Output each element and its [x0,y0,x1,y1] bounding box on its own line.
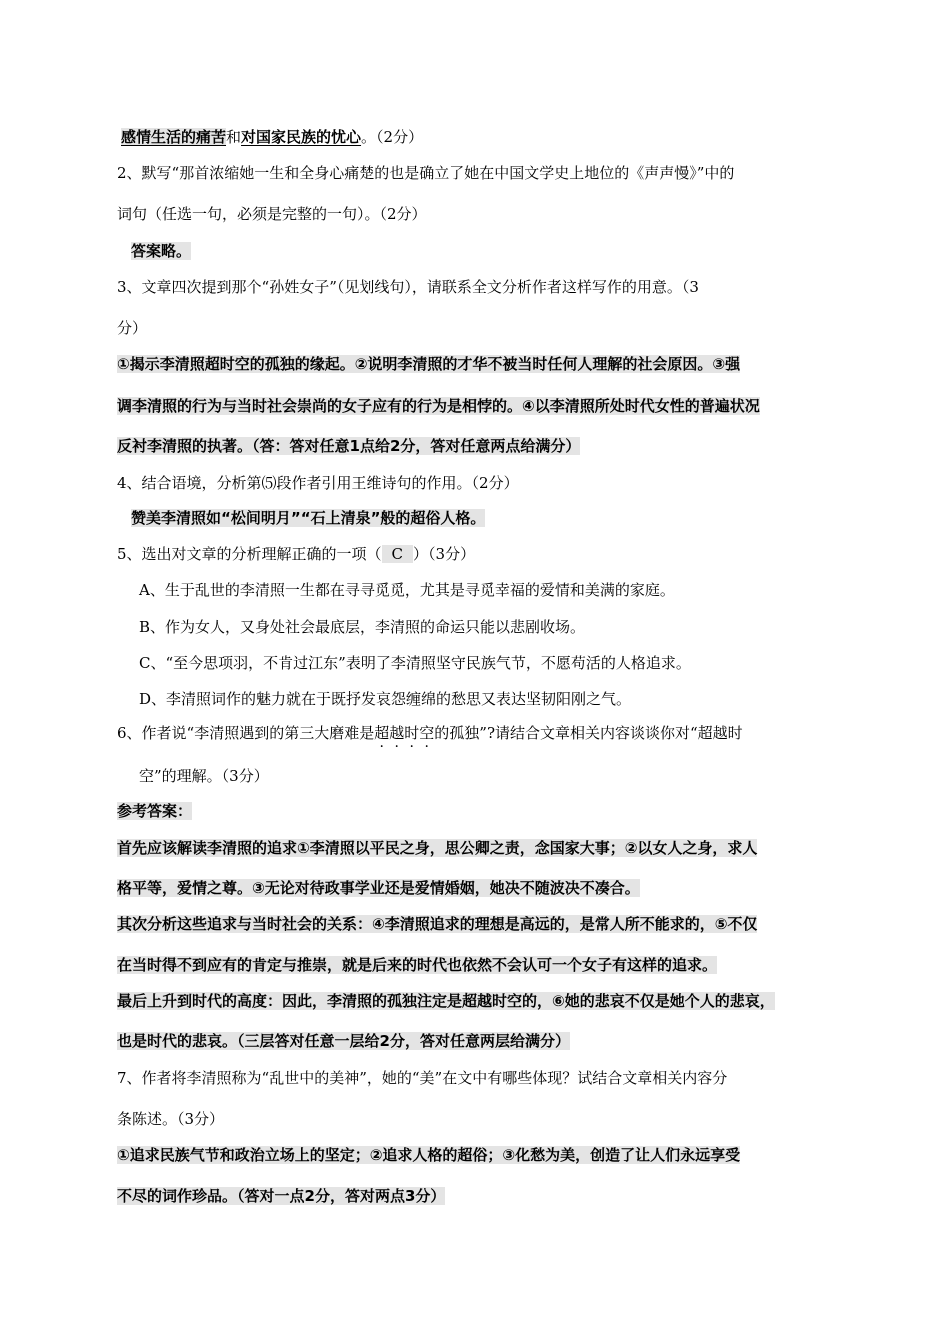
q1-and: 和 [226,128,242,146]
q1-answer-line [121,127,423,147]
emphasis-dot-char: 空 [419,724,435,742]
q6-answer-line-5: 最后上升到时代的高度：因此，李清照的孤独注定是超越时空的，⑥她的悲哀不仅是她个人的悲哀， [117,992,775,1010]
q2-stem-line-1: 2、默写“那首浓缩她一生和全身心痛楚的也是确立了她在中国文学史上地位的《声声慢》”中的 [117,164,735,182]
q4-stem: 4、结合语境，分析第⑸段作者引用王维诗句的作用。（2分） [117,474,519,492]
q3-answer-line-2: 调李清照的行为与当时社会崇尚的女子应有的行为是相悖的。④以李清照所处时代女性的普遍状况 [117,397,760,415]
q6-answer-line-3: 其次分析这些追求与当时社会的关系：④李清照追求的理想是高远的，是常人所不能求的，⑤不仅 [117,915,758,933]
q7-answer-line-2: 不尽的词作珍品。（答对一点2分，答对两点3分） [117,1187,446,1205]
q7-stem-line-2: 条陈述。（3分） [117,1110,225,1128]
emphasis-dot-char: 超 [374,724,390,742]
q5-option-b: B、作为女人，又身处社会最底层，李清照的命运只能以悲剧收场。 [139,618,586,636]
emphasis-dot-char: 时 [404,724,420,742]
q3-stem-line-1: 3、文章四次提到那个“孙姓女子”（见划线句），请联系全文分析作者这样写作的用意。（3 [117,278,699,296]
q5-option-c: C、“至今思项羽，不肯过江东”表明了李清照坚守民族气节，不愿苟活的人格追求。 [139,654,691,672]
q2-answer-text: 答案略。 [131,242,192,260]
q3-answer-line-1: ①揭示李清照超时空的孤独的缘起。②说明李清照的才华不被当时任何人理解的社会原因。③强 [117,355,741,373]
q5-option-a: A、生于乱世的李清照一生都在寻寻觅觅，尤其是寻觅幸福的爱情和美满的家庭。 [139,581,675,599]
q5-stem: 5、选出对文章的分析理解正确的一项（ C ）（3分） [117,545,476,563]
q6-answer-line-2: 格平等，爱情之尊。③无论对待政事学业还是爱情婚姻，她决不随波决不凑合。 [117,879,640,897]
q2-stem-line-2: 词句（任选一句，必须是完整的一句）。（2分） [117,205,427,223]
q6-answer-line-6: 也是时代的悲哀。（三层答对任意一层给2分，答对任意两层给满分） [117,1032,570,1050]
q3-answer-line-3: 反衬李清照的执著。（答：答对任意1点给2分，答对任意两点给满分） [117,437,581,455]
q7-answer-line-1: ①追求民族气节和政治立场上的坚定；②追求人格的超俗；③化愁为美，创造了让人们永远享受 [117,1146,741,1164]
q1-blank-1: 感情生活的痛苦 [121,128,227,146]
q4-answer: 赞美李清照如“松间明月”“石上清泉”般的超俗人格。 [131,509,486,527]
q5-answer: C [382,545,413,563]
q1-score: 。（2分） [361,128,424,146]
q6-reference-label: 参考答案： [117,802,193,820]
emphasis-dot-char: 越 [389,724,405,742]
q7-stem-line-1: 7、作者将李清照称为“乱世中的美神”，她的“美”在文中有哪些体现？试结合文章相关内容分 [117,1069,728,1087]
q6-answer-line-1: 首先应该解读李清照的追求①李清照以平民之身，思公卿之责，念国家大事；②以女人之身，求人 [117,839,758,857]
q6-stem-line-1: 6、作者说“李清照遇到的第三大磨难是超越时空的孤独”?请结合文章相关内容谈谈你对“超越时 [117,724,743,742]
q6-dotted-term [374,724,434,742]
q3-stem-line-2: 分） [117,319,148,337]
q2-answer [131,241,191,261]
q5-option-d: D、李清照词作的魅力就在于既抒发哀怨缠绵的愁思又表达坚韧阳刚之气。 [139,690,632,708]
q6-stem-line-2: 空”的理解。（3分） [139,767,269,785]
q6-answer-line-4: 在当时得不到应有的肯定与推崇，就是后来的时代也依然不会认可一个女子有这样的追求。 [117,956,718,974]
q1-blank-2: 对国家民族的忧心 [241,128,362,146]
